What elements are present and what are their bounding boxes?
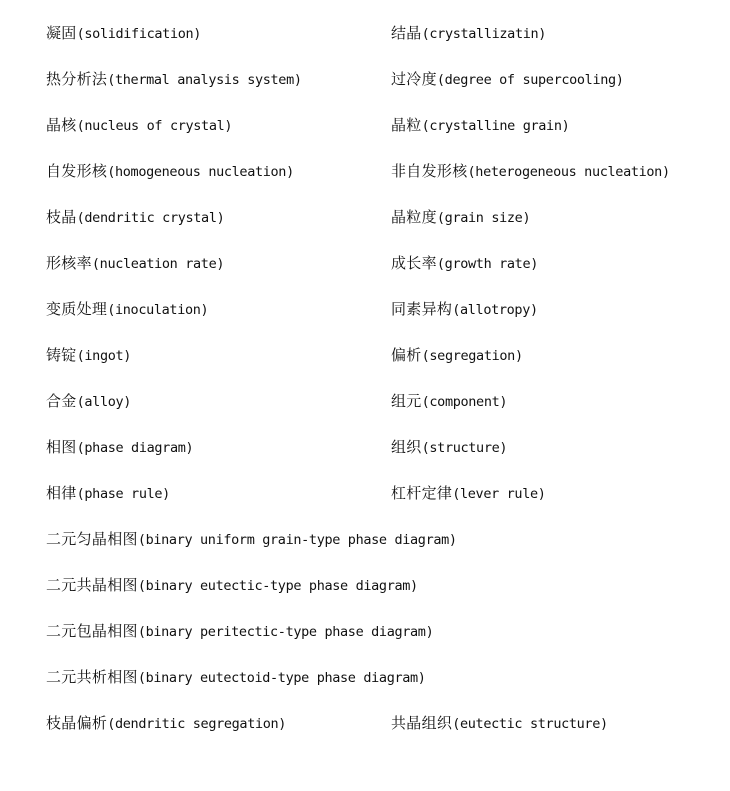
term-english: (grain size) — [436, 210, 531, 226]
term-chinese: 形核率 — [46, 254, 92, 272]
glossary-row — [46, 574, 730, 620]
term-english: (binary eutectoid-type phase diagram) — [137, 670, 426, 686]
term-english: (allotropy) — [452, 302, 538, 318]
term-english: (thermal analysis system) — [107, 72, 302, 88]
term-chinese: 成长率 — [391, 254, 437, 272]
term-chinese: 相律 — [46, 484, 77, 502]
glossary-row — [46, 666, 730, 712]
glossary-term — [46, 160, 294, 183]
term-english: (binary uniform grain-type phase diagram) — [137, 532, 457, 548]
glossary-row — [46, 22, 730, 68]
glossary-term — [391, 114, 569, 137]
term-english: (nucleation rate) — [91, 256, 225, 272]
term-chinese: 组元 — [391, 392, 422, 410]
term-english: (solidification) — [76, 26, 202, 42]
term-english: (alloy) — [76, 394, 132, 410]
glossary-term — [391, 344, 523, 367]
term-english: (lever rule) — [452, 486, 546, 502]
glossary-row — [46, 390, 730, 436]
glossary-row — [46, 436, 730, 482]
glossary-term — [46, 482, 170, 505]
term-chinese: 非自发形核 — [391, 162, 468, 180]
glossary-row — [46, 712, 730, 758]
term-chinese: 晶核 — [46, 116, 77, 134]
glossary-term — [391, 252, 538, 275]
term-chinese: 过冷度 — [391, 70, 437, 88]
term-chinese: 二元匀晶相图 — [46, 530, 138, 548]
glossary-row — [46, 68, 730, 114]
glossary-list — [46, 22, 730, 758]
term-chinese: 二元共析相图 — [46, 668, 138, 686]
glossary-term — [46, 68, 302, 91]
term-english: (heterogeneous nucleation) — [467, 164, 670, 180]
term-chinese: 结晶 — [391, 24, 422, 42]
glossary-term — [46, 114, 232, 137]
term-english: (binary eutectic-type phase diagram) — [137, 578, 418, 594]
term-english: (nucleus of crystal) — [76, 118, 233, 134]
term-chinese: 组织 — [391, 438, 422, 456]
term-chinese: 晶粒度 — [391, 208, 437, 226]
term-chinese: 晶粒 — [391, 116, 422, 134]
glossary-term — [46, 574, 418, 597]
glossary-row — [46, 528, 730, 574]
term-chinese: 自发形核 — [46, 162, 108, 180]
term-english: (structure) — [421, 440, 508, 456]
glossary-term — [46, 666, 426, 689]
term-chinese: 二元包晶相图 — [46, 622, 138, 640]
term-english: (binary peritectic-type phase diagram) — [137, 624, 434, 640]
term-chinese: 变质处理 — [46, 300, 108, 318]
glossary-term — [391, 712, 608, 735]
term-chinese: 二元共晶相图 — [46, 576, 138, 594]
term-english: (dendritic segregation) — [107, 716, 287, 732]
glossary-term — [391, 298, 538, 321]
glossary-term — [391, 68, 624, 91]
glossary-term — [46, 298, 208, 321]
term-english: (component) — [421, 394, 508, 410]
term-chinese: 热分析法 — [46, 70, 108, 88]
glossary-row — [46, 252, 730, 298]
term-english: (growth rate) — [436, 256, 539, 272]
term-english: (degree of supercooling) — [436, 72, 624, 88]
glossary-term — [46, 528, 457, 551]
term-chinese: 同素异构 — [391, 300, 453, 318]
term-english: (dendritic crystal) — [76, 210, 225, 226]
glossary-row — [46, 114, 730, 160]
glossary-term — [391, 390, 507, 413]
term-chinese: 枝晶偏析 — [46, 714, 108, 732]
glossary-term — [391, 436, 507, 459]
glossary-term — [46, 22, 201, 45]
glossary-row — [46, 620, 730, 666]
glossary-term — [391, 22, 546, 45]
term-chinese: 合金 — [46, 392, 77, 410]
term-english: (crystalline grain) — [421, 118, 570, 134]
glossary-term — [46, 252, 224, 275]
term-chinese: 凝固 — [46, 24, 77, 42]
term-chinese: 杠杆定律 — [391, 484, 453, 502]
glossary-row — [46, 298, 730, 344]
glossary-row — [46, 482, 730, 528]
glossary-term — [391, 206, 530, 229]
term-chinese: 共晶组织 — [391, 714, 453, 732]
glossary-term — [46, 390, 131, 413]
term-english: (phase rule) — [76, 486, 170, 502]
glossary-term — [46, 344, 131, 367]
glossary-row — [46, 206, 730, 252]
term-chinese: 铸锭 — [46, 346, 77, 364]
term-english: (homogeneous nucleation) — [107, 164, 294, 180]
term-english: (ingot) — [76, 348, 132, 364]
glossary-row — [46, 344, 730, 390]
term-english: (phase diagram) — [76, 440, 194, 456]
term-chinese: 枝晶 — [46, 208, 77, 226]
glossary-term — [391, 160, 670, 183]
term-chinese: 偏析 — [391, 346, 422, 364]
term-english: (crystallizatin) — [421, 26, 547, 42]
term-chinese: 相图 — [46, 438, 77, 456]
glossary-row — [46, 160, 730, 206]
term-english: (eutectic structure) — [452, 716, 608, 732]
glossary-term — [46, 206, 224, 229]
term-english: (segregation) — [421, 348, 523, 364]
glossary-term — [46, 436, 193, 459]
glossary-term — [391, 482, 546, 505]
term-english: (inoculation) — [107, 302, 209, 318]
glossary-term — [46, 712, 286, 735]
glossary-term — [46, 620, 433, 643]
